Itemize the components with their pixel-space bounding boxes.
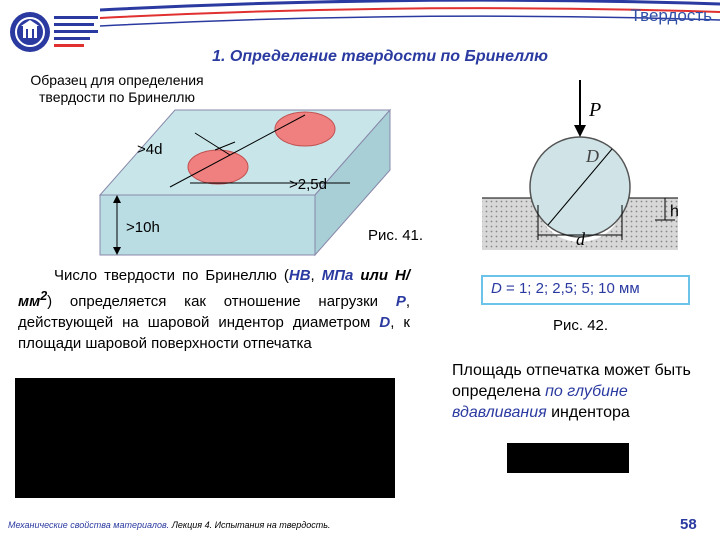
indenter-figure [470,75,700,250]
label-load-p: P [589,99,602,121]
label-4d: >4d [137,141,163,158]
area-formula-image [507,443,629,473]
section-heading: 1. Определение твердости по Бринеллю [212,48,548,65]
label-10h: >10h [126,219,160,236]
slide-title: Твердость [630,6,712,25]
imprint-1 [275,112,335,146]
footer: Механические свойства материалов. Лекция 4. Испытания на твердость. [8,520,331,530]
label-depth-h: h [670,203,679,220]
label-imprint-d: d [576,229,585,249]
imprint-2 [188,150,248,184]
label-diameter-D: D [586,146,599,166]
figure-41-caption: Рис. 41. [368,227,424,244]
figure-42-caption: Рис. 42. [553,317,609,334]
label-2-5d: >2,5d [289,176,327,193]
ball-diameters-box: D = 1; 2; 2,5; 5; 10 мм [481,275,690,305]
page-number: 58 [680,516,697,533]
imprint-area-text: Площадь отпечатка может быть определена по глубине вдавливания индентора [452,362,691,421]
brinell-definition-paragraph: Число твердости по Бринеллю (НВ, МПа или $Н/мм^2$) определяется как отношение нагрузки Р, действующей на шаровой индентор диаметром D, к площади шаровой поверхности отпечатка [18,267,411,352]
header-decoration [100,0,720,40]
formula-image [15,378,395,498]
sample-label: Образец для определения твердости по Бринеллю [30,72,204,105]
